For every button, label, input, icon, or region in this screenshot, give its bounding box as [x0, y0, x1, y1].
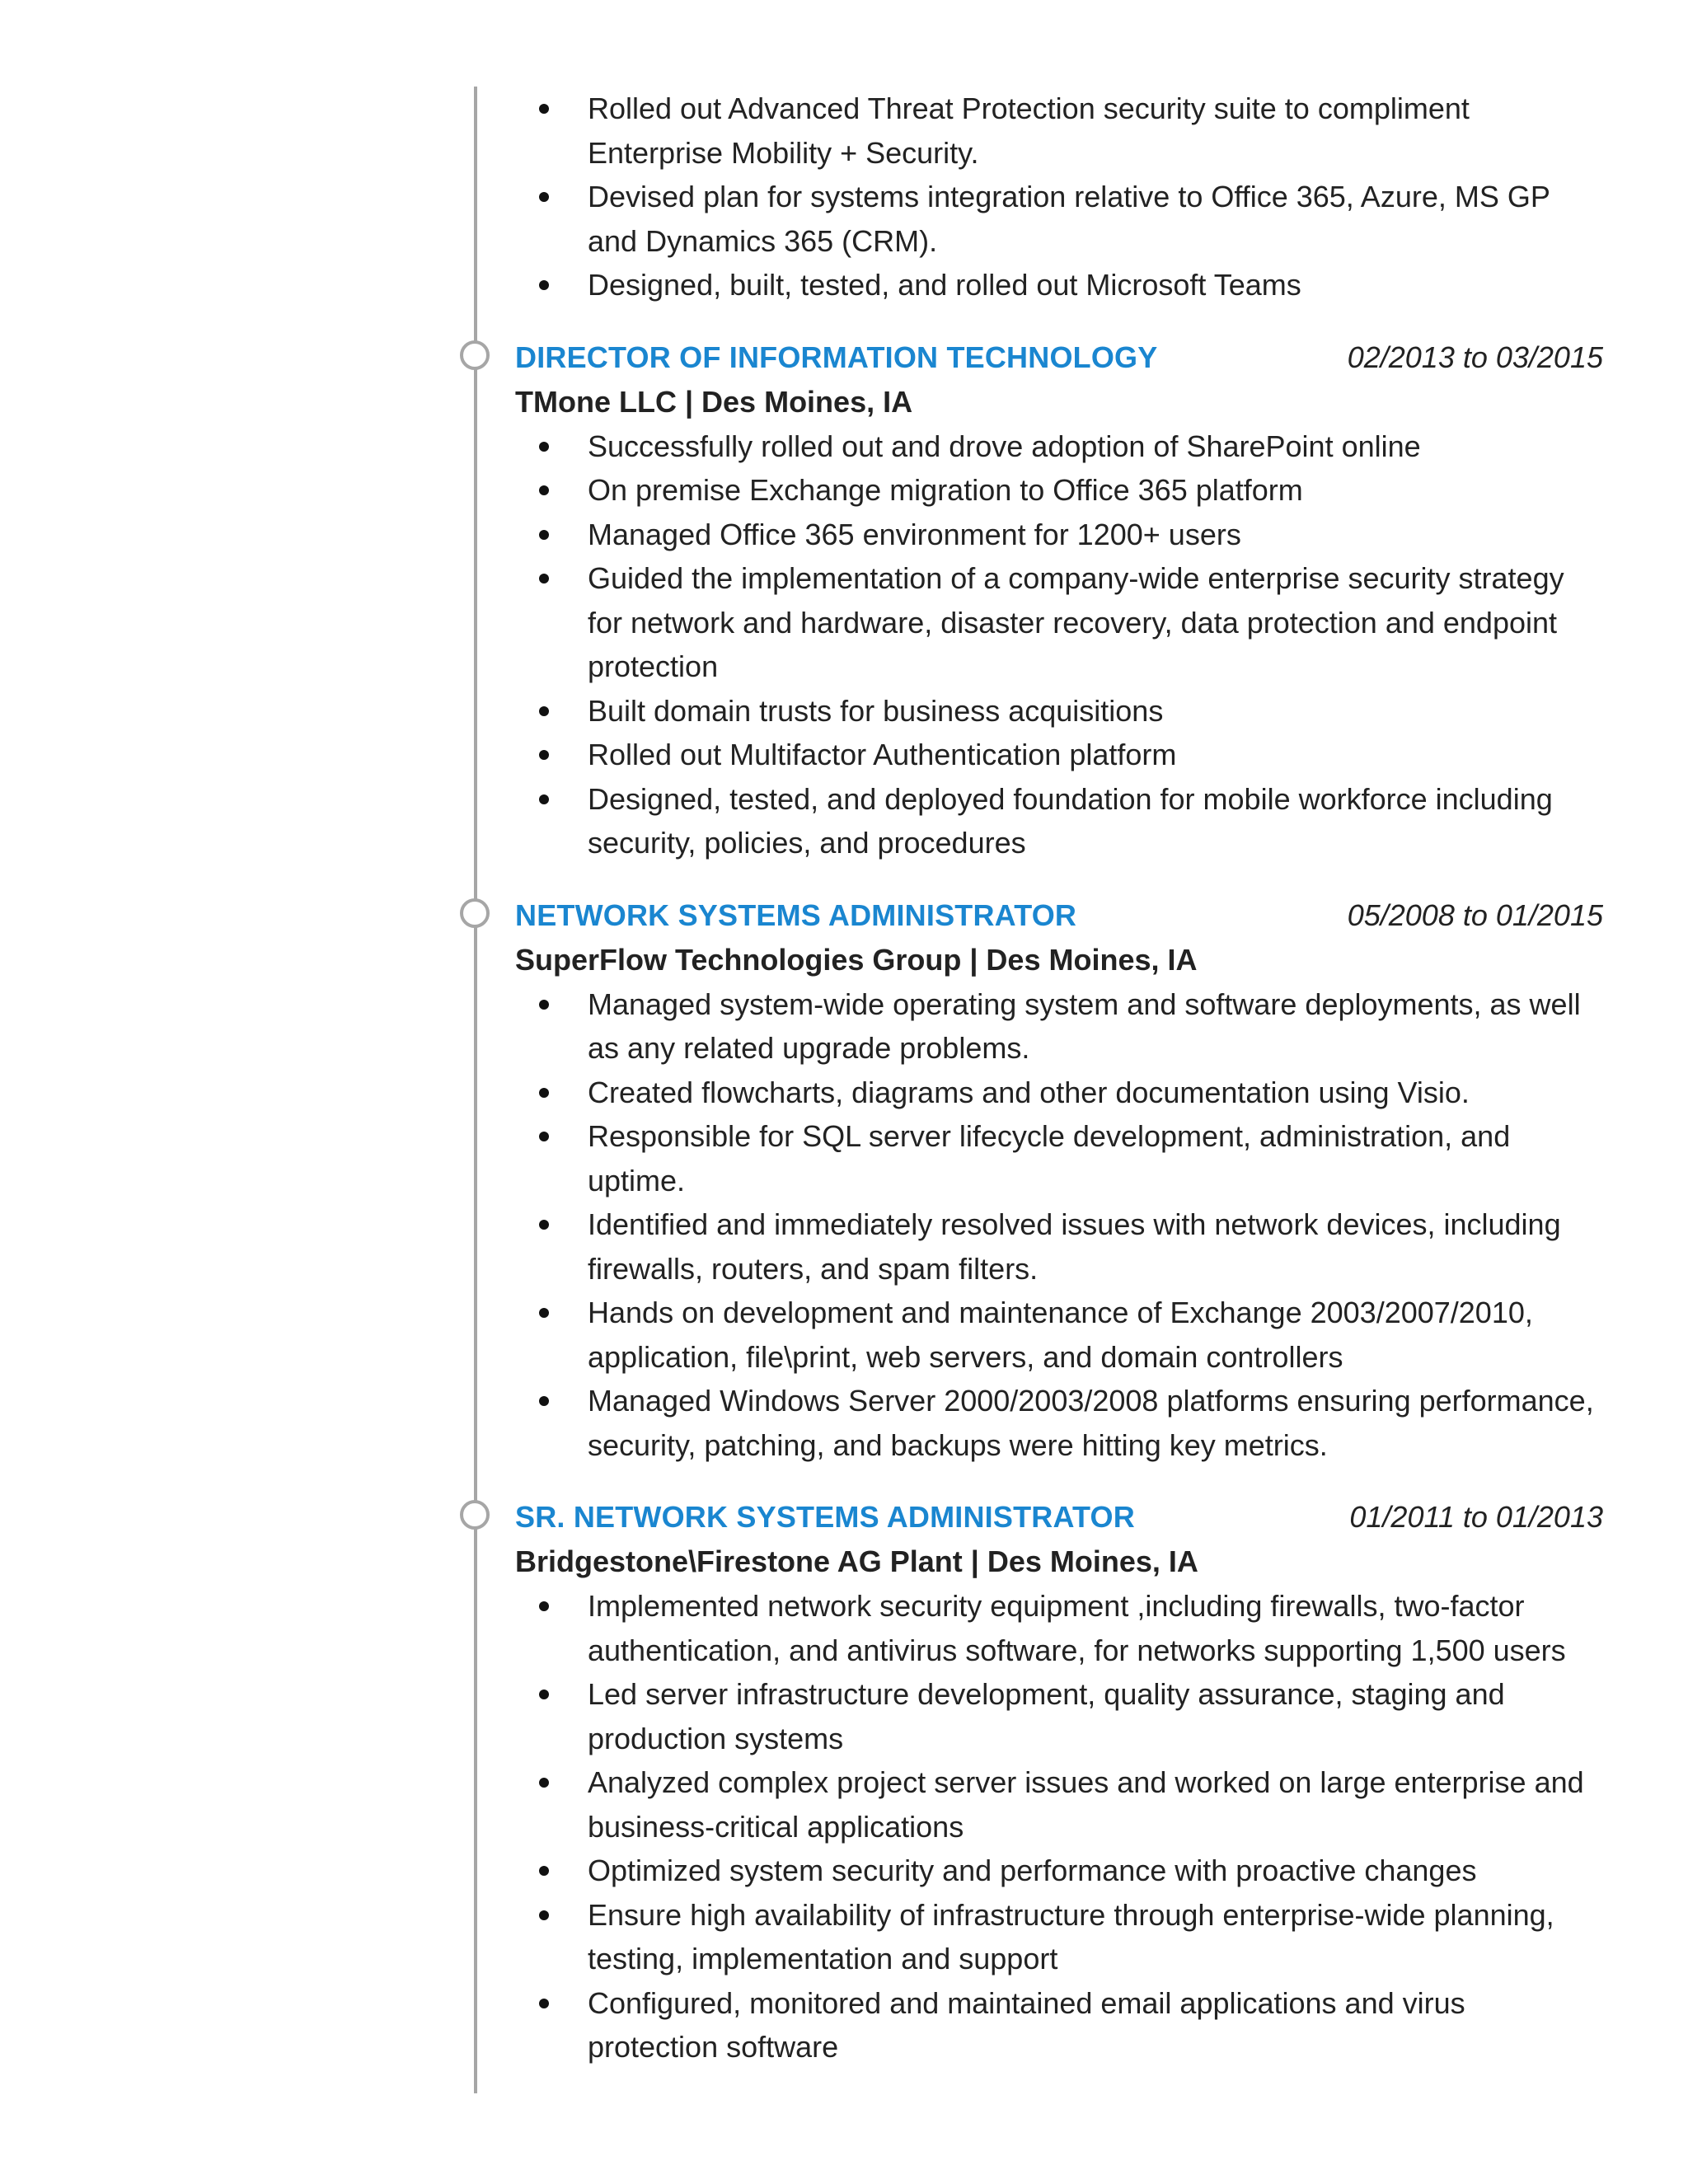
- bullet-dot-icon: [539, 1778, 549, 1788]
- company-location: SuperFlow Technologies Group | Des Moines, IA: [515, 942, 1198, 977]
- bullet-item: Hands on development and maintenance of Exchange 2003/2007/2010, application, file\print, web servers, and domain controllers: [515, 1291, 1603, 1379]
- bullet-item: Devised plan for systems integration relative to Office 365, Azure, MS GP and Dynamics 365 (CRM).: [515, 175, 1603, 263]
- job-entry: [515, 1495, 1603, 2069]
- bullet-item: Identified and immediately resolved issues with network devices, including firewalls, routers, and spam filters.: [515, 1202, 1603, 1291]
- bullet-item: Created flowcharts, diagrams and other documentation using Visio.: [515, 1071, 1603, 1115]
- bullet-item: Analyzed complex project server issues and worked on large enterprise and business-critical applications: [515, 1760, 1603, 1849]
- bullet-dot-icon: [539, 442, 549, 452]
- bullet-dot-icon: [539, 530, 549, 540]
- bullet-item: On premise Exchange migration to Office 365 platform: [515, 468, 1603, 513]
- company-location: Bridgestone\Firestone AG Plant | Des Moines, IA: [515, 1544, 1198, 1578]
- job-entry: [515, 335, 1603, 865]
- bullet-dot-icon: [539, 1910, 549, 1920]
- job-bullets: [515, 424, 1603, 865]
- bullet-dot-icon: [539, 280, 549, 290]
- job-header: [515, 893, 1603, 938]
- bullet-item: Configured, monitored and maintained email applications and virus protection software: [515, 1981, 1603, 2069]
- previous-job-bullets: [515, 87, 1603, 307]
- bullet-dot-icon: [539, 1132, 549, 1141]
- bullet-item: Ensure high availability of infrastructure through enterprise-wide planning, testing, implementation and support: [515, 1893, 1603, 1981]
- bullet-dot-icon: [539, 1866, 549, 1876]
- bullet-item: Implemented network security equipment ,including firewalls, two-factor authentication, and antivirus software, for networks supporting 1,500 users: [515, 1584, 1603, 1672]
- bullet-dot-icon: [539, 1690, 549, 1699]
- bullet-item: Responsible for SQL server lifecycle development, administration, and uptime.: [515, 1114, 1603, 1202]
- job-bullets: [515, 982, 1603, 1468]
- job-entry: [515, 893, 1603, 1468]
- job-dates: 02/2013 to 03/2015: [1347, 340, 1603, 374]
- experience-section: [515, 87, 1603, 2069]
- bullet-item: Led server infrastructure development, quality assurance, staging and production systems: [515, 1672, 1603, 1760]
- timeline-marker-icon: [460, 898, 490, 928]
- job-header: [515, 335, 1603, 380]
- job-title: SR. NETWORK SYSTEMS ADMINISTRATOR: [515, 1500, 1135, 1534]
- bullet-dot-icon: [539, 192, 549, 202]
- bullet-dot-icon: [539, 750, 549, 760]
- bullet-dot-icon: [539, 485, 549, 495]
- bullet-item: Managed Office 365 environment for 1200+ users: [515, 513, 1603, 557]
- bullet-dot-icon: [539, 794, 549, 804]
- job-title: NETWORK SYSTEMS ADMINISTRATOR: [515, 898, 1077, 932]
- bullet-dot-icon: [539, 1220, 549, 1230]
- job-dates: 01/2011 to 01/2013: [1349, 1500, 1603, 1534]
- bullet-dot-icon: [539, 706, 549, 716]
- bullet-item: Managed system-wide operating system and software deployments, as well as any related upgrade problems.: [515, 982, 1603, 1071]
- job-bullets: [515, 1584, 1603, 2069]
- bullet-dot-icon: [539, 1308, 549, 1318]
- timeline-marker-icon: [460, 340, 490, 370]
- bullet-item: Designed, built, tested, and rolled out Microsoft Teams: [515, 263, 1603, 307]
- bullet-dot-icon: [539, 1601, 549, 1611]
- bullet-dot-icon: [539, 104, 549, 114]
- job-header: [515, 1495, 1603, 1540]
- timeline-marker-icon: [460, 1500, 490, 1530]
- company-location: TMone LLC | Des Moines, IA: [515, 384, 913, 419]
- job-dates: 05/2008 to 01/2015: [1347, 898, 1603, 932]
- bullet-dot-icon: [539, 1088, 549, 1098]
- bullet-item: Guided the implementation of a company-wide enterprise security strategy for network and hardware, disaster recovery, data protection and endpoint protection: [515, 556, 1603, 689]
- job-title: DIRECTOR OF INFORMATION TECHNOLOGY: [515, 340, 1158, 374]
- bullet-dot-icon: [539, 1396, 549, 1406]
- bullet-item: Managed Windows Server 2000/2003/2008 platforms ensuring performance, security, patching, and backups were hitting key metrics.: [515, 1379, 1603, 1467]
- bullet-item: Successfully rolled out and drove adoption of SharePoint online: [515, 424, 1603, 469]
- bullet-dot-icon: [539, 574, 549, 583]
- bullet-dot-icon: [539, 1999, 549, 2008]
- timeline-line: [474, 87, 477, 2093]
- bullet-item: Optimized system security and performance with proactive changes: [515, 1849, 1603, 1893]
- bullet-item: Built domain trusts for business acquisitions: [515, 689, 1603, 733]
- bullet-item: Designed, tested, and deployed foundation for mobile workforce including security, policies, and procedures: [515, 777, 1603, 865]
- bullet-item: Rolled out Advanced Threat Protection security suite to compliment Enterprise Mobility + Security.: [515, 87, 1603, 175]
- bullet-dot-icon: [539, 1000, 549, 1010]
- bullet-item: Rolled out Multifactor Authentication platform: [515, 733, 1603, 777]
